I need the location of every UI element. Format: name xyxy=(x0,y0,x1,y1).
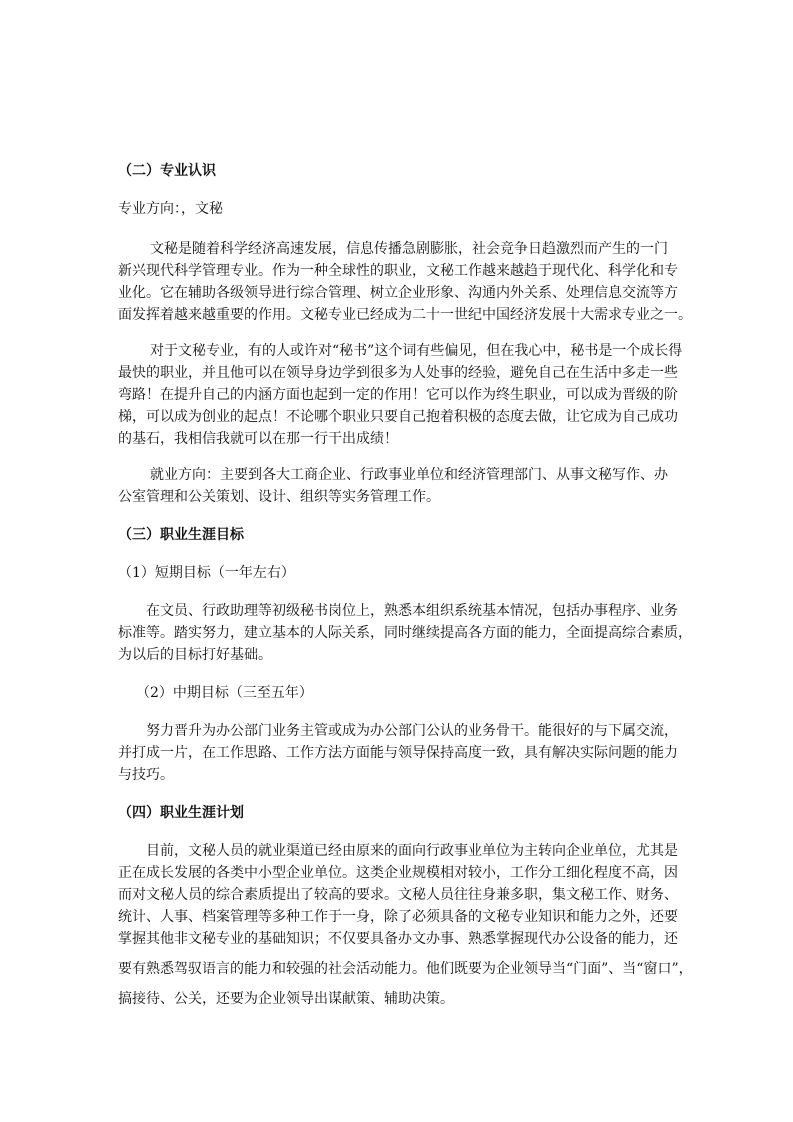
paragraph-line: 文秘是随着科学经济高速发展，信息传播急剧膨胀，社会竞争日趋激烈而产生的一门 xyxy=(150,241,668,257)
paragraph-line: 面发挥着越来越重要的作用。文秘专业已经成为二十一世纪中国经济发展十大需求专业之一。 xyxy=(118,307,692,323)
paragraph-line: 努力晋升为办公部门业务主管或成为办公部门公认的业务骨干。能很好的与下属交流， xyxy=(146,723,678,739)
major-direction: 专业方向：，文秘 xyxy=(118,201,223,217)
paragraph-line: 弯路！在提升自己的内涵方面也起到一定的作用！它可以作为终生职业，可以成为晋级的阶 xyxy=(118,387,678,403)
paragraph-line: 统计、人事、档案管理等多种工作于一身，除了必须具备的文秘专业知识和能力之外，还要 xyxy=(118,909,678,925)
paragraph-line: 为以后的目标打好基础。 xyxy=(118,647,272,663)
section-heading-2: （二）专业认识 xyxy=(118,163,216,179)
paragraph-line: 新兴现代科学管理专业。作为一种全球性的职业，文秘工作越来越趋于现代化、科学化和专 xyxy=(118,263,678,279)
paragraph-line: 梯，可以成为创业的起点！不论哪个职业只要自己抱着积极的态度去做，让它成为自己成功 xyxy=(118,409,678,425)
section-heading-3: （三）职业生涯目标 xyxy=(118,527,244,543)
paragraph-line: 并打成一片，在工作思路、工作方法方面能与领导保持高度一致，具有解决实际问题的能力 xyxy=(118,745,678,761)
paragraph-line: 掌握其他非文秘专业的基础知识；不仅要具备办文办事、熟悉掌握现代办公设备的能力，还 xyxy=(118,931,678,947)
paragraph-line: 业化。它在辅助各级领导进行综合管理、树立企业形象、沟通内外关系、处理信息交流等方 xyxy=(118,285,678,301)
paragraph-line: 在文员、行政助理等初级秘书岗位上，熟悉本组织系统基本情况，包括办事程序、业务 xyxy=(146,603,678,619)
short-term-goal-title: （1）短期目标（一年左右） xyxy=(118,565,295,581)
paragraph-line: 标准等。踏实努力，建立基本的人际关系，同时继续提高各方面的能力，全面提高综合素质， xyxy=(118,625,692,641)
section-heading-4: （四）职业生涯计划 xyxy=(118,805,244,821)
paragraph-line: 最快的职业，并且他可以在领导身边学到很多为人处事的经验，避免自己在生活中多走一些 xyxy=(118,365,678,381)
paragraph-line: 正在成长发展的各类中小型企业单位。这类企业规模相对较小，工作分工细化程度不高，因 xyxy=(118,865,678,881)
paragraph-line: 就业方向：主要到各大工商企业、行政事业单位和经济管理部门、从事文秘写作、办 xyxy=(150,467,668,483)
paragraph-line: 搞接待、公关，还要为企业领导出谋献策、辅助决策。 xyxy=(118,991,454,1007)
mid-term-goal-title: （2）中期目标（三至五年） xyxy=(136,685,313,701)
paragraph-line: 的基石，我相信我就可以在那一行干出成绩！ xyxy=(118,431,398,447)
paragraph-line: 而对文秘人员的综合素质提出了较高的要求。文秘人员往往身兼多职，集文秘工作、财务、 xyxy=(118,887,678,903)
paragraph-line: 对于文秘专业，有的人或许对“秘书”这个词有些偏见，但在我心中，秘书是一个成长得 xyxy=(150,343,683,359)
paragraph-line: 目前，文秘人员的就业渠道已经由原来的面向行政事业单位为主转向企业单位，尤其是 xyxy=(146,843,678,859)
paragraph-line: 与技巧。 xyxy=(118,767,174,783)
paragraph-line: 公室管理和公关策划、设计、组织等实务管理工作。 xyxy=(118,489,440,505)
paragraph-line: 要有熟悉驾驭语言的能力和较强的社会活动能力。他们既要为企业领导当“门面”、当“窗口”， xyxy=(118,961,693,977)
